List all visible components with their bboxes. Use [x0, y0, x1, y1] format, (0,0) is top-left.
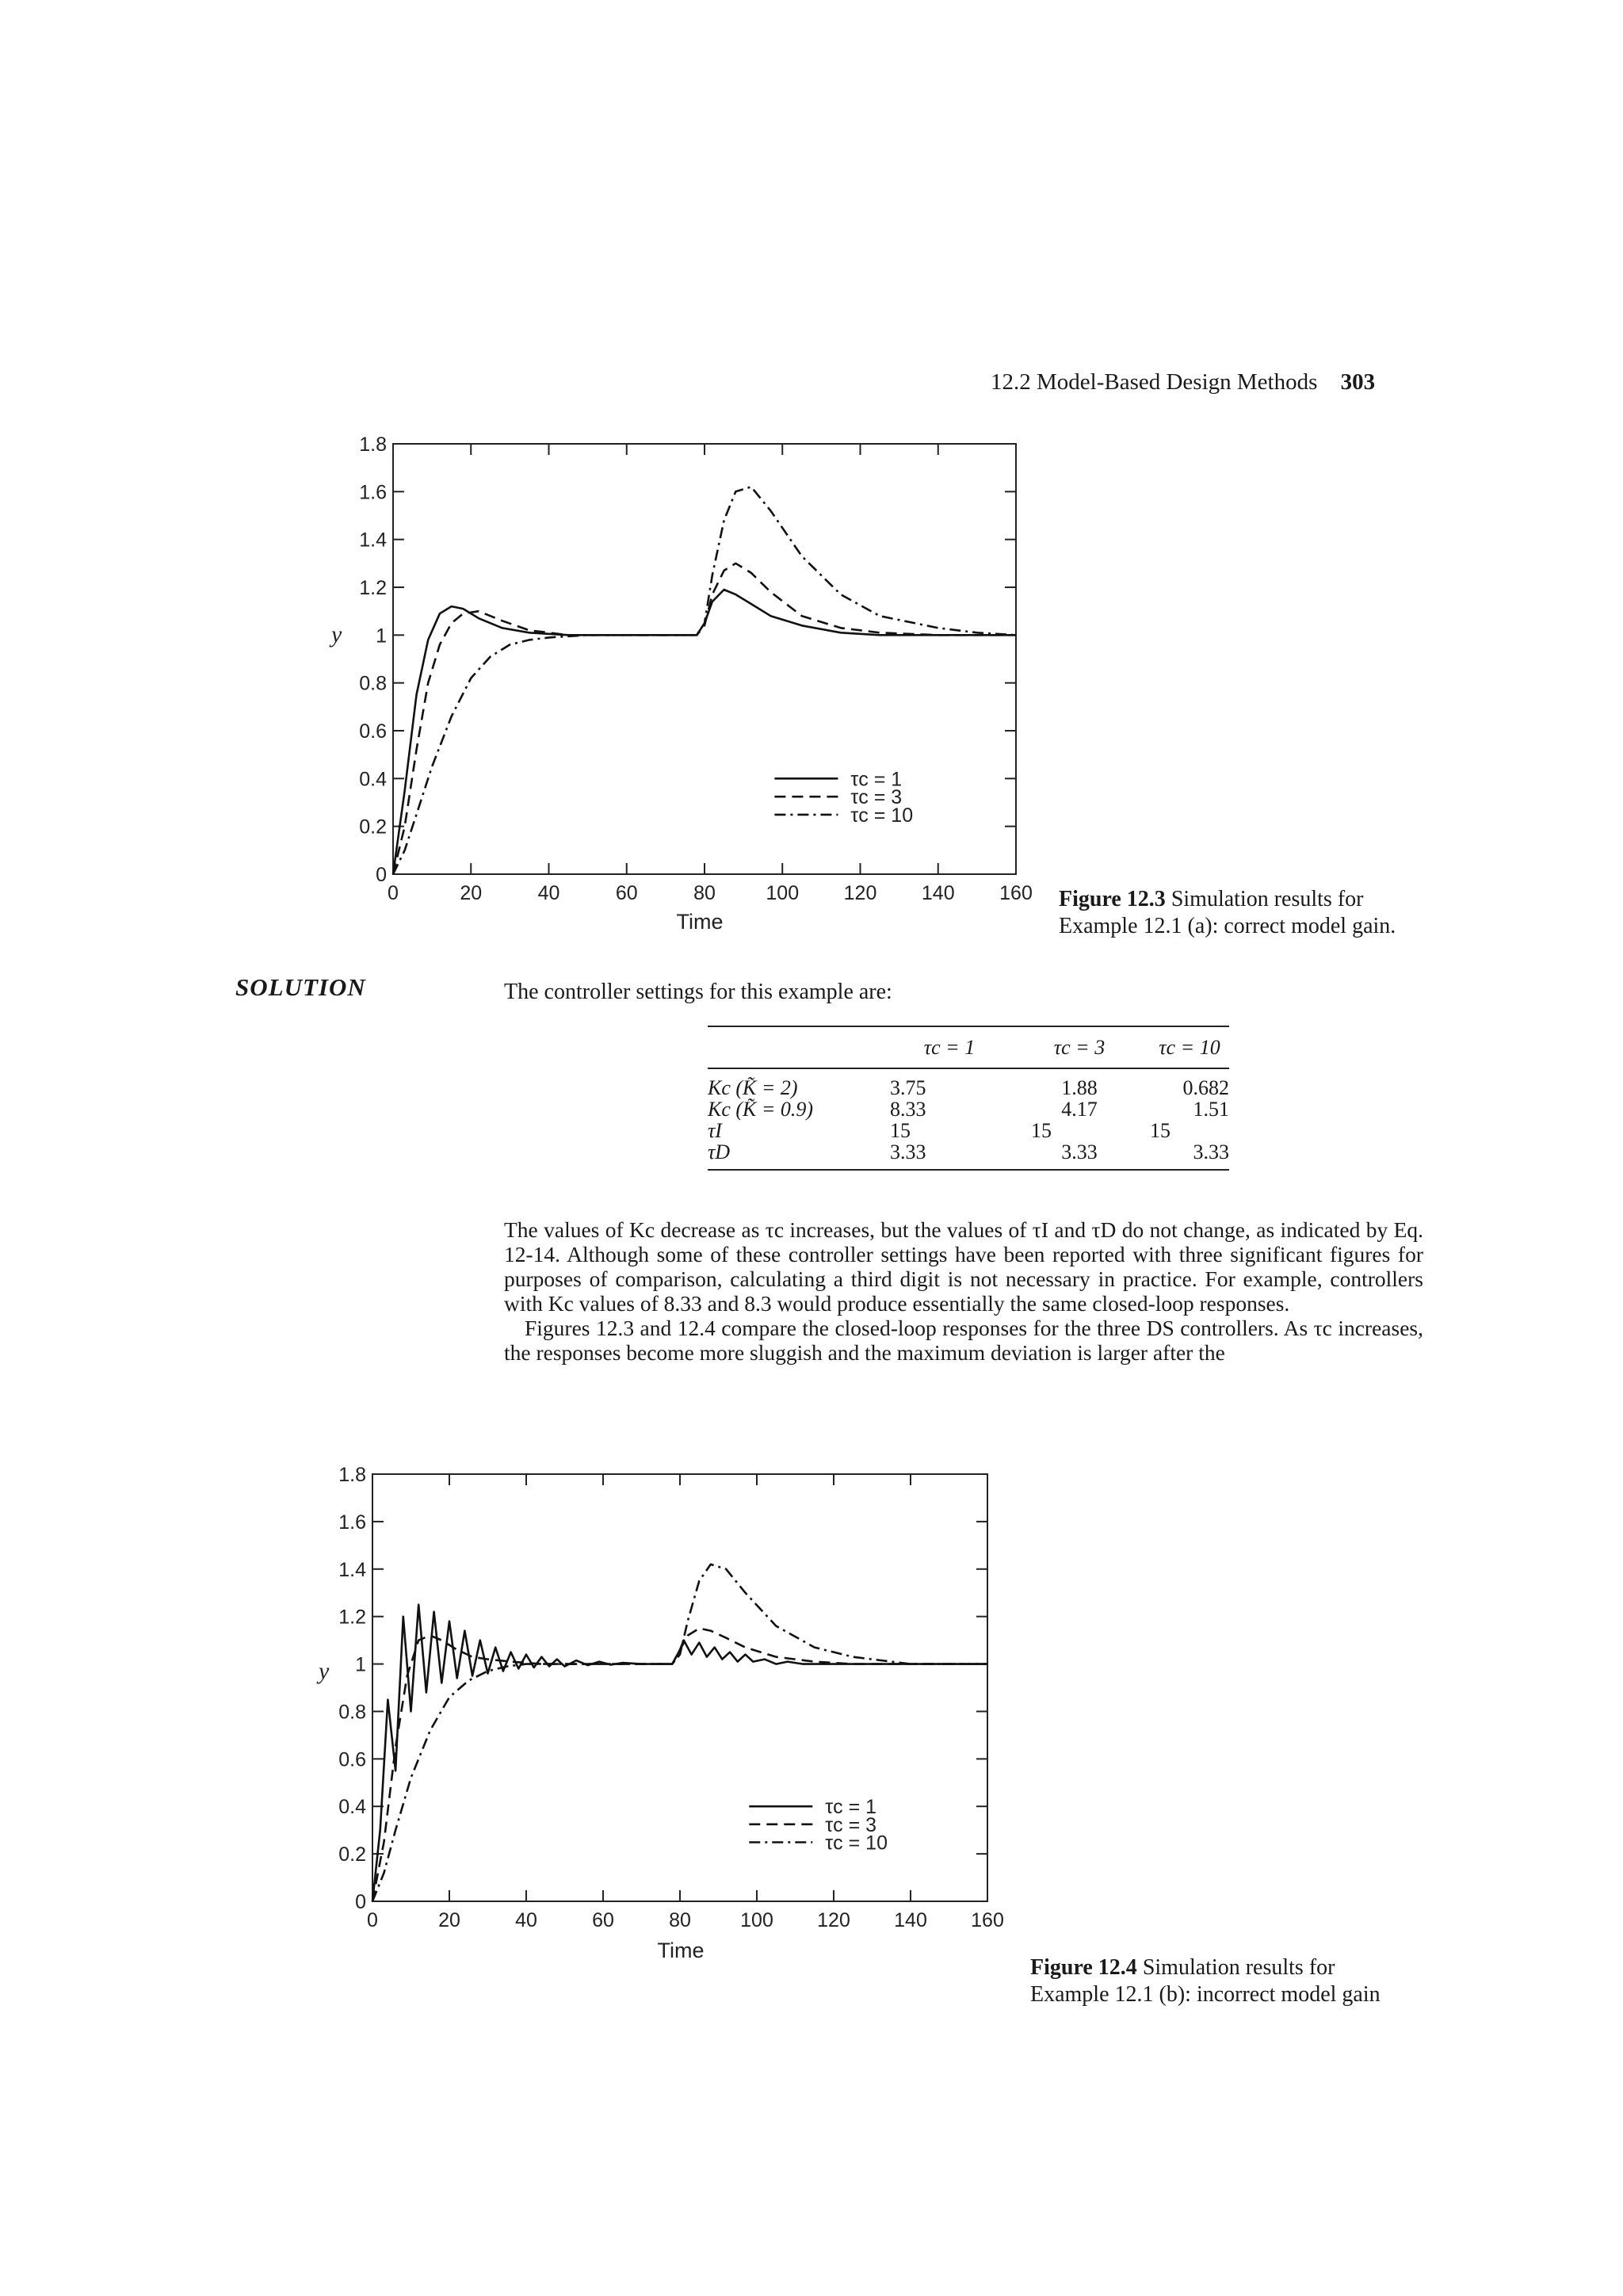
series-group: [372, 1564, 987, 1901]
y-tick-label: 0.6: [338, 1748, 366, 1771]
table-cell: 4.17: [1061, 1098, 1098, 1121]
y-tick-label: 0: [355, 1891, 366, 1913]
series-line-2: [393, 563, 1016, 874]
x-tick-label: 80: [693, 882, 716, 904]
y-axis-label: y: [319, 1658, 330, 1684]
table-cell: 15: [890, 1119, 911, 1142]
table-header: τc = 10: [1159, 1036, 1220, 1059]
x-tick-label: 80: [669, 1909, 691, 1931]
x-tick-label: 140: [894, 1909, 927, 1931]
table-cell: 8.33: [890, 1098, 926, 1121]
legend: [749, 1796, 888, 1854]
table-header-row: [708, 1026, 1229, 1068]
paragraph: The values of Kc decrease as τc increases, but the values of τI and τD do not change, as indicated by Eq. 12-14. Although some of these controller settings have been reported with three significant figures for purposes of comparison, calculating a third digit is not necessary in practice. For example, controllers with Kc values of 8.33 and 8.3 would produce essentially the same closed-loop responses.: [504, 1217, 1423, 1316]
y-tick-label: 1.8: [359, 434, 387, 456]
controller-settings-table: [708, 1026, 1229, 1171]
y-tick-label: 0.2: [359, 816, 387, 839]
x-tick-label: 140: [921, 882, 955, 904]
y-tick-label: 0.2: [338, 1843, 366, 1866]
table-cell: 0.682: [1182, 1076, 1229, 1099]
axes: [338, 1464, 1004, 1931]
x-axis-label: Time: [676, 910, 724, 934]
figure-12-3-caption: [1059, 886, 1423, 940]
legend-label: τc = 10: [825, 1832, 888, 1855]
y-axis-label: y: [331, 621, 342, 648]
y-tick-label: 1: [376, 625, 387, 648]
x-tick-label: 160: [999, 882, 1033, 904]
table-cell: Kc (K̃ = 0.9): [708, 1098, 814, 1121]
y-tick-label: 0.8: [338, 1701, 366, 1724]
figure-12-4-caption: [1030, 1954, 1395, 2008]
legend: [774, 768, 913, 827]
caption-text: Simulation results for Example 12.1 (a): correct model gain.: [1059, 887, 1396, 938]
table-cell: 3.33: [1061, 1140, 1098, 1163]
y-tick-label: 1.2: [338, 1606, 366, 1629]
x-tick-label: 40: [515, 1909, 537, 1931]
y-tick-label: 1.8: [338, 1464, 366, 1486]
table-cell: Kc (K̃ = 2): [708, 1076, 798, 1099]
plot-frame: [372, 1474, 987, 1901]
series-group: [393, 487, 1016, 874]
running-head-section: 12.2 Model-Based Design Methods: [991, 369, 1318, 395]
x-tick-label: 160: [971, 1909, 1004, 1931]
y-tick-label: 1.4: [359, 529, 387, 552]
series-line-3: [393, 487, 1016, 874]
body-text: [504, 1217, 1423, 1365]
axes: [359, 434, 1033, 904]
running-head: [991, 369, 1375, 395]
x-tick-label: 20: [438, 1909, 460, 1931]
figure-12-3-plot: [317, 428, 1033, 935]
table-cell: τI: [708, 1119, 722, 1142]
x-tick-label: 60: [615, 882, 638, 904]
y-tick-label: 0.6: [359, 720, 387, 743]
x-tick-label: 0: [367, 1909, 378, 1931]
table-row: [708, 1141, 1229, 1170]
y-tick-label: 0.4: [338, 1796, 366, 1819]
series-line-2: [372, 1629, 987, 1901]
table-row: [708, 1068, 1229, 1098]
y-tick-label: 1.6: [359, 481, 387, 504]
x-tick-label: 40: [537, 882, 560, 904]
table-header: τc = 3: [1053, 1036, 1106, 1059]
paragraph: Figures 12.3 and 12.4 compare the closed-loop responses for the three DS controllers. As τc increases, the responses become more sluggish and the maximum deviation is larger after the: [504, 1316, 1423, 1365]
legend-label: τc = 3: [825, 1813, 877, 1836]
series-line-1: [393, 590, 1016, 874]
plot-frame: [393, 444, 1016, 874]
y-tick-label: 0: [376, 864, 387, 886]
figure-12-4-plot: [309, 1458, 1006, 1966]
legend-label: τc = 1: [850, 768, 903, 791]
table-cell: 3.75: [890, 1076, 926, 1099]
y-tick-label: 1.2: [359, 577, 387, 599]
legend-label: τc = 1: [825, 1796, 877, 1819]
solution-heading: SOLUTION: [235, 973, 366, 1001]
caption-text: Simulation results for Example 12.1 (b): incorrect model gain: [1030, 1955, 1381, 2007]
table-cell: 3.33: [890, 1140, 926, 1163]
caption-label: Figure 12.4: [1030, 1955, 1137, 1980]
series-line-3: [372, 1564, 987, 1901]
table-row: [708, 1098, 1229, 1120]
page-number: 303: [1340, 369, 1376, 395]
y-tick-label: 0.8: [359, 672, 387, 695]
table-cell: 1.51: [1193, 1098, 1229, 1121]
table-row: [708, 1120, 1229, 1141]
table-cell: 1.88: [1061, 1076, 1098, 1099]
x-tick-label: 120: [817, 1909, 850, 1931]
legend-label: τc = 10: [850, 804, 914, 827]
x-axis-label: Time: [657, 1939, 705, 1962]
y-tick-label: 1.6: [338, 1511, 366, 1534]
caption-label: Figure 12.3: [1059, 887, 1166, 911]
table-cell: τD: [708, 1140, 731, 1163]
x-tick-label: 100: [766, 882, 800, 904]
intro-text: The controller settings for this example are:: [504, 980, 892, 1004]
x-tick-label: 100: [740, 1909, 773, 1931]
table-cell: 15: [1031, 1119, 1052, 1142]
x-tick-label: 60: [592, 1909, 614, 1931]
y-tick-label: 1: [355, 1653, 366, 1676]
x-tick-label: 0: [388, 882, 399, 904]
x-tick-label: 20: [460, 882, 483, 904]
y-tick-label: 0.4: [359, 768, 387, 791]
table-header: [708, 1026, 890, 1068]
y-tick-label: 1.4: [338, 1558, 366, 1581]
table-header: τc = 1: [923, 1036, 976, 1059]
legend-label: τc = 3: [850, 786, 903, 809]
table-cell: 15: [1150, 1119, 1170, 1142]
x-tick-label: 120: [843, 882, 877, 904]
table-cell: 3.33: [1193, 1140, 1229, 1163]
